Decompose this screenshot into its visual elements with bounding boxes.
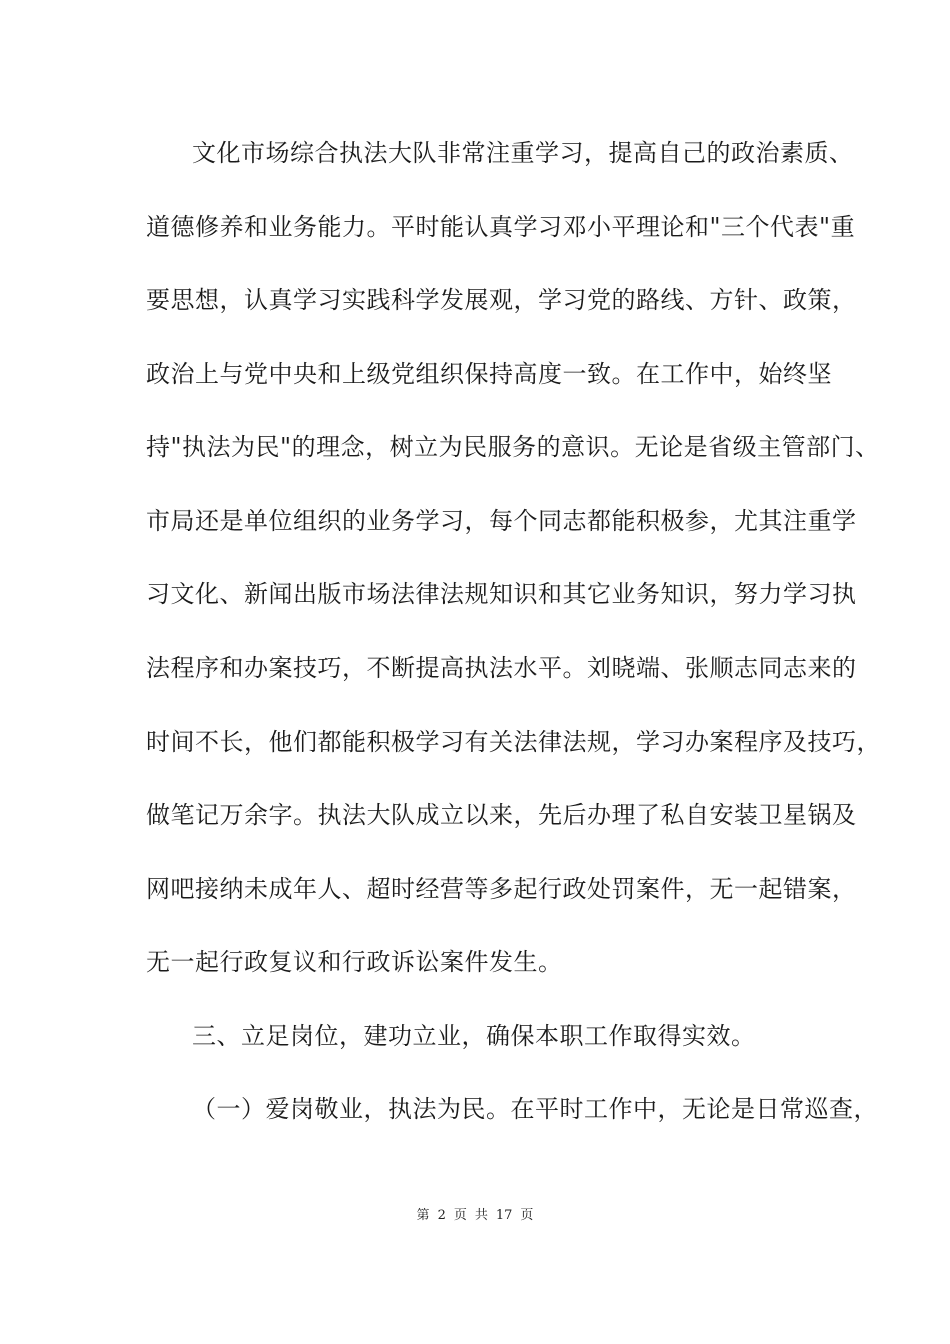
paragraph-line: 习文化、新闻出版市场法律法规知识和其它业务知识，努力学习执	[146, 580, 857, 608]
paragraph-line: 法程序和办案技巧，不断提高执法水平。刘晓端、张顺志同志来的	[146, 654, 857, 682]
paragraph-line: 无一起行政复议和行政诉讼案件发生。	[146, 948, 563, 976]
paragraph-line: 网吧接纳未成年人、超时经营等多起行政处罚案件，无一起错案，	[146, 875, 857, 903]
page-number-current: 2	[437, 1208, 446, 1223]
footer-prefix: 第	[416, 1208, 430, 1223]
footer-suffix: 页	[520, 1208, 534, 1223]
paragraph-line: （一）爱岗敬业，执法为民。在平时工作中，无论是日常巡查，	[192, 1095, 878, 1123]
paragraph-line: 道德修养和业务能力。平时能认真学习邓小平理论和"三个代表"重	[146, 213, 856, 241]
page-footer	[0, 1207, 950, 1225]
page-number-total: 17	[495, 1208, 513, 1223]
paragraph-line: 政治上与党中央和上级党组织保持高度一致。在工作中，始终坚	[146, 360, 832, 388]
paragraph-line: 做笔记万余字。执法大队成立以来，先后办理了私自安装卫星锅及	[146, 801, 857, 829]
paragraph-line: 文化市场综合执法大队非常注重学习，提高自己的政治素质、	[192, 139, 854, 167]
footer-total-label: 共	[474, 1208, 488, 1223]
paragraph-line: 持"执法为民"的理念，树立为民服务的意识。无论是省级主管部门、	[146, 433, 880, 461]
footer-page-label: 页	[453, 1208, 467, 1223]
section-heading: 三、立足岗位，建功立业，确保本职工作取得实效。	[192, 1022, 756, 1050]
paragraph-line: 要思想，认真学习实践科学发展观，学习党的路线、方针、政策，	[146, 286, 857, 314]
paragraph-line: 时间不长，他们都能积极学习有关法律法规，学习办案程序及技巧，	[146, 728, 881, 756]
paragraph-line: 市局还是单位组织的业务学习，每个同志都能积极参，尤其注重学	[146, 507, 857, 535]
